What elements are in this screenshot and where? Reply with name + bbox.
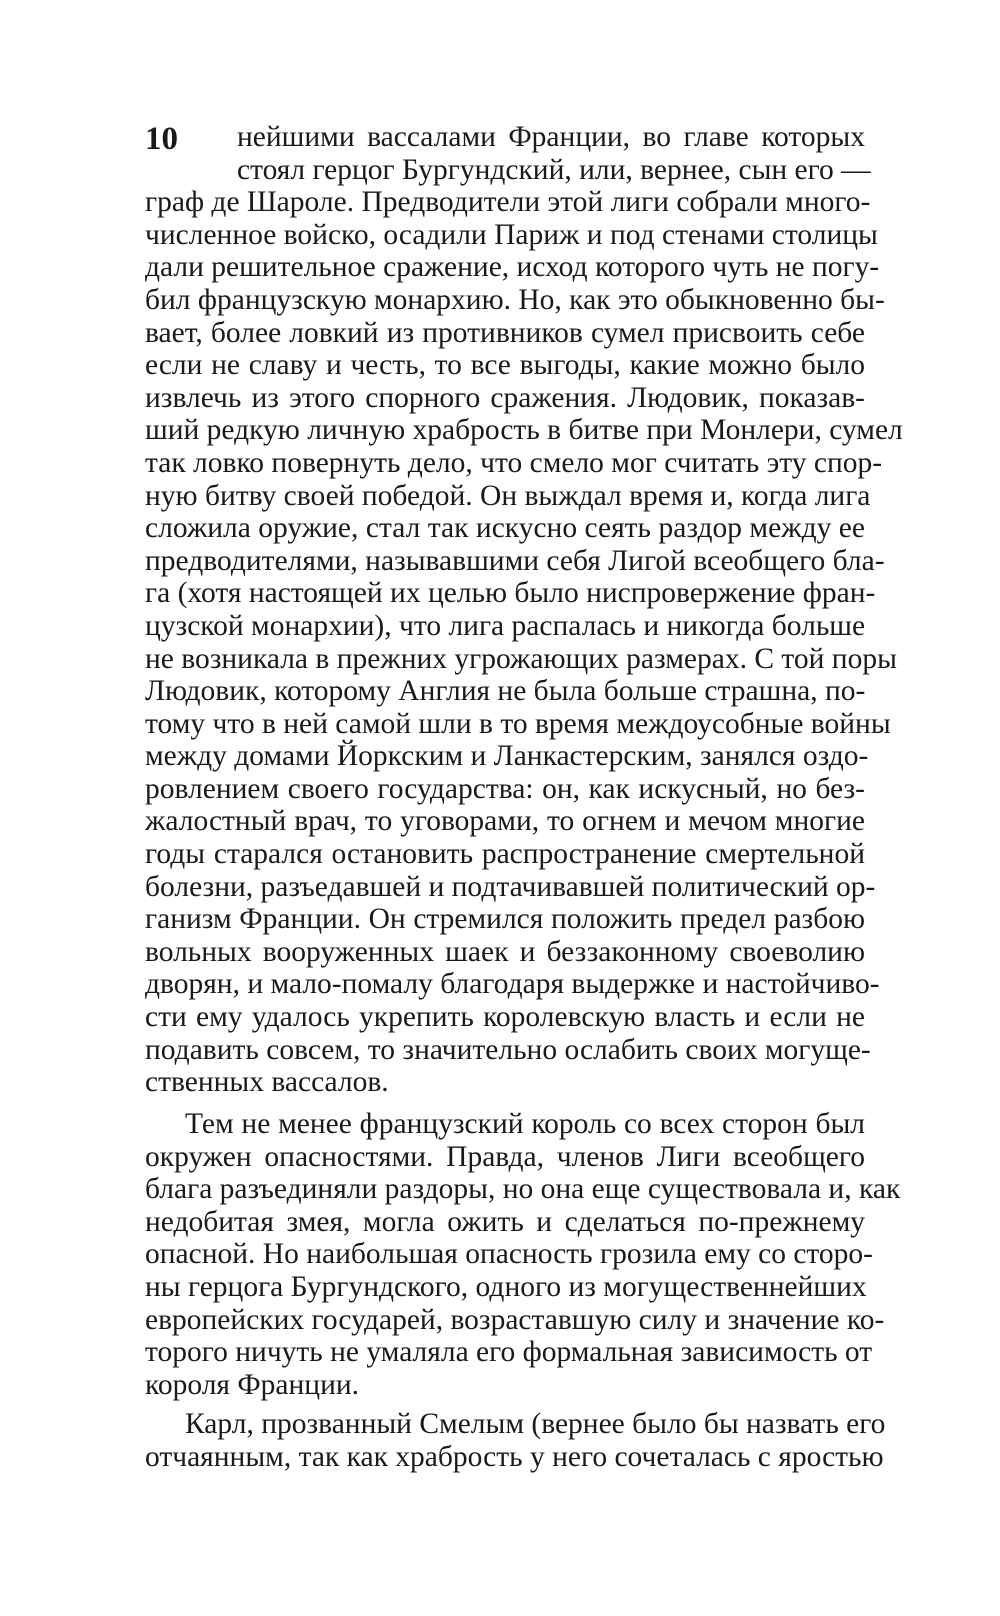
paragraph-1 — [145, 121, 903, 1099]
text-line: короля Франции. — [145, 1368, 360, 1401]
text-line: цузской монархии), что лига распалась и никогда больше — [145, 609, 866, 642]
text-line: численное войско, осадили Париж и под стенами столицы — [145, 218, 878, 251]
text-line: ший редкую личную храбрость в битве при Монлери, сумел — [145, 414, 903, 447]
text-line: тому что в ней самой шли в то время междоусобные войны — [145, 707, 891, 740]
text-line: если не славу и честь, то все выгоды, какие можно было — [145, 349, 865, 382]
text-line: ровлением своего государства: он, как искусный, но без- — [145, 772, 865, 805]
text-line: ны герцога Бургундского, одного из могущественнейших — [145, 1270, 867, 1303]
text-line: нейшими вассалами Франции, во главе которых — [237, 121, 865, 153]
text-line: ную битву своей победой. Он выждал время и, когда лига — [145, 479, 871, 512]
text-line: стоял герцог Бургундский, или, вернее, сын его — — [237, 153, 871, 186]
text-line: опасной. Но наибольшая опасность грозила ему со сторо- — [145, 1238, 874, 1271]
text-line: так ловко повернуть дело, что смело мог считать эту спор- — [145, 446, 883, 479]
text-line: Тем не менее французский король со всех сторон был — [185, 1108, 865, 1140]
text-line: извлечь из этого спорного сражения. Людовик, показав- — [145, 381, 865, 414]
text-line: Людовик, которому Англия не была больше страшна, по- — [145, 675, 866, 708]
text-line: подавить совсем, то значительно ослабить своих могуще- — [145, 1033, 871, 1066]
text-line: годы старался остановить распространение смертельной — [145, 838, 865, 871]
text-line: вает, более ловкий из противников сумел присвоить себе — [145, 316, 865, 349]
text-line: недобитая змея, могла ожить и сделаться по-прежнему — [145, 1205, 865, 1238]
text-line: Карл, прозванный Смелым (вернее было бы назвать его — [185, 1408, 886, 1440]
text-line: сти ему удалось укрепить королевскую власть и если не — [145, 1001, 865, 1034]
text-line: сложила оружие, стал так искусно сеять раздор между ее — [145, 512, 865, 545]
text-line: европейских государей, возраставшую силу и значение ко- — [145, 1303, 885, 1336]
text-line: отчаянным, так как храбрость у него сочеталась с яростью — [145, 1440, 884, 1473]
text-line: жалостный врач, то уговорами, то огнем и мечом многие — [145, 805, 865, 838]
text-line: га (хотя настоящей их целью было ниспровержение фран- — [145, 577, 876, 610]
text-line: ственных вассалов. — [145, 1066, 389, 1099]
text-line: ганизм Франции. Он стремился положить предел разбою — [145, 903, 865, 936]
text-line: блага разъединяли раздоры, но она еще существовала и, как — [145, 1173, 901, 1206]
text-line: между домами Йоркским и Ланкастерским, занялся оздо- — [145, 740, 869, 773]
text-line: дали решительное сражение, исход которого чуть не погу- — [145, 251, 880, 284]
text-line: граф де Шароле. Предводители этой лиги собрали много- — [145, 186, 871, 219]
paragraph-2 — [145, 1108, 901, 1401]
text-line: предводителями, называвшими себя Лигой всеобщего бла- — [145, 544, 885, 577]
page-number: 10 — [145, 121, 178, 157]
text-line: не возникала в прежних угрожающих размерах. С той поры — [145, 642, 897, 675]
text-line: вольных вооруженных шаек и беззаконному своеволию — [145, 935, 865, 968]
text-line: болезни, разъедавшей и подтачивавшей политический ор- — [145, 870, 876, 903]
text-line: бил французскую монархию. Но, как это обыкновенно бы- — [145, 283, 885, 316]
text-line: дворян, и мало-помалу благодаря выдержке и настойчиво- — [145, 968, 880, 1001]
paragraph-3 — [145, 1408, 886, 1473]
text-line: окружен опасностями. Правда, членов Лиги всеобщего — [145, 1140, 865, 1173]
text-line: торого ничуть не умаляла его формальная зависимость от — [145, 1336, 873, 1369]
